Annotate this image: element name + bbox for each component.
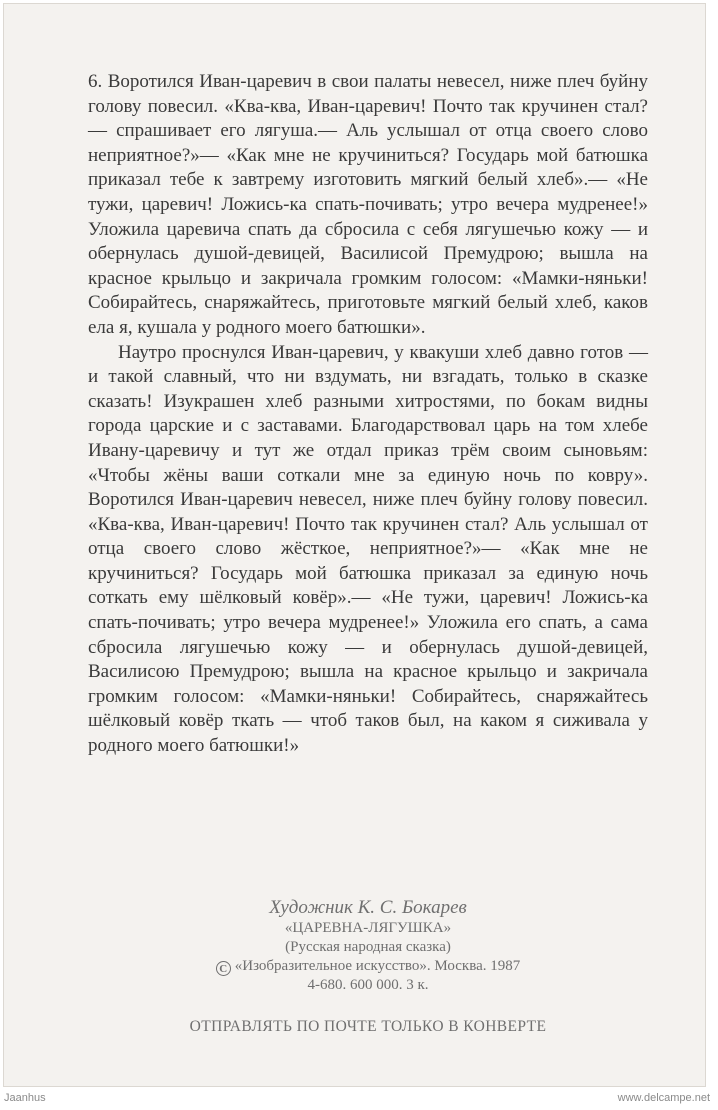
watermark-left: Jaanhus xyxy=(4,1092,46,1104)
publication-credits xyxy=(88,897,648,1037)
tale-subtitle: (Русская народная сказка) xyxy=(285,939,451,955)
artist-prefix: Художник xyxy=(269,897,353,918)
tale-title: «ЦАРЕВНА-ЛЯГУШКА» xyxy=(284,920,452,936)
artist-name: К. С. Бокарев xyxy=(357,897,467,918)
artist-line xyxy=(88,897,648,919)
publisher-name: «Изобразительное искусство». Москва. 1987 xyxy=(234,958,521,974)
publisher-line xyxy=(88,957,648,976)
story-paragraph-2: Наутро проснулся Иван-царевич, у квакуши хлеб давно готов — и такой славный, что ни вздумать, ни взгадать, только в сказке сказать! Изукрашен хлеб разными хитростями, по бокам видны города царские и с заставами. Благодарствовал царь на том хлебе Ивану-царевичу и тут же отдал приказ трём своим сыновьям: «Чтобы жёны ваши соткали мне за единую ночь по ковру». Воротился Иван-царевич невесел, ниже плеч буйну голову повесил. «Ква-ква, Иван-царевич! Почто так кручинен стал? Аль услышал от отца своего слово жёсткое, неприятное?»— «Как мне не кручиниться? Государь мой батюшка приказал за единую ночь соткать ему шёлковый ковёр».— «Не тужи, царевич! Ложись-ка спать-почивать; утро вечера мудренее!» Уложила его спать, а сама сбросила лягушечью кожу — и обернулась душой-девицей, Василисою Премудрою; вышла на красное крыльцо и закричала громким голосом: «Мамки-няньки! Собирайтесь, снаряжайтесь шёлковый ковёр ткать — чтоб таков был, на каком я сиживала у родного моего батюшки!» xyxy=(88,341,648,757)
watermark-right: www.delcampe.net xyxy=(617,1092,710,1104)
mailing-notice: ОТПРАВЛЯТЬ ПО ПОЧТЕ ТОЛЬКО В КОНВЕРТЕ xyxy=(189,1018,547,1035)
story-text xyxy=(88,70,648,759)
copyright-icon: C xyxy=(216,961,231,976)
story-paragraph-1: 6. Воротился Иван-царевич в свои палаты невесел, ниже плеч буйну голову повесил. «Ква-ква, Иван-царевич! Почто так кручинен стал?— спрашивает его лягуша.— Аль услышал от отца своего слово неприятное?»— «Как мне не кручиниться? Государь мой батюшка приказал тебе к завтрему изготовить мягкий белый хлеб».— «Не тужи, царевич! Ложись-ка спать-почивать; утро вечера мудренее!» Уложила царевича спать да сбросила с себя лягушечью кожу — и обернулась душой-девицей, Василисой Премудрою; вышла на красное крыльцо и закричала громким голосом: «Мамки-няньки! Собирайтесь, снаряжайтесь, приготовьте мягкий белый хлеб, каков ела я, кушала у родного моего батюшки». xyxy=(88,71,648,338)
print-code: 4-680. 600 000. 3 к. xyxy=(307,977,429,993)
